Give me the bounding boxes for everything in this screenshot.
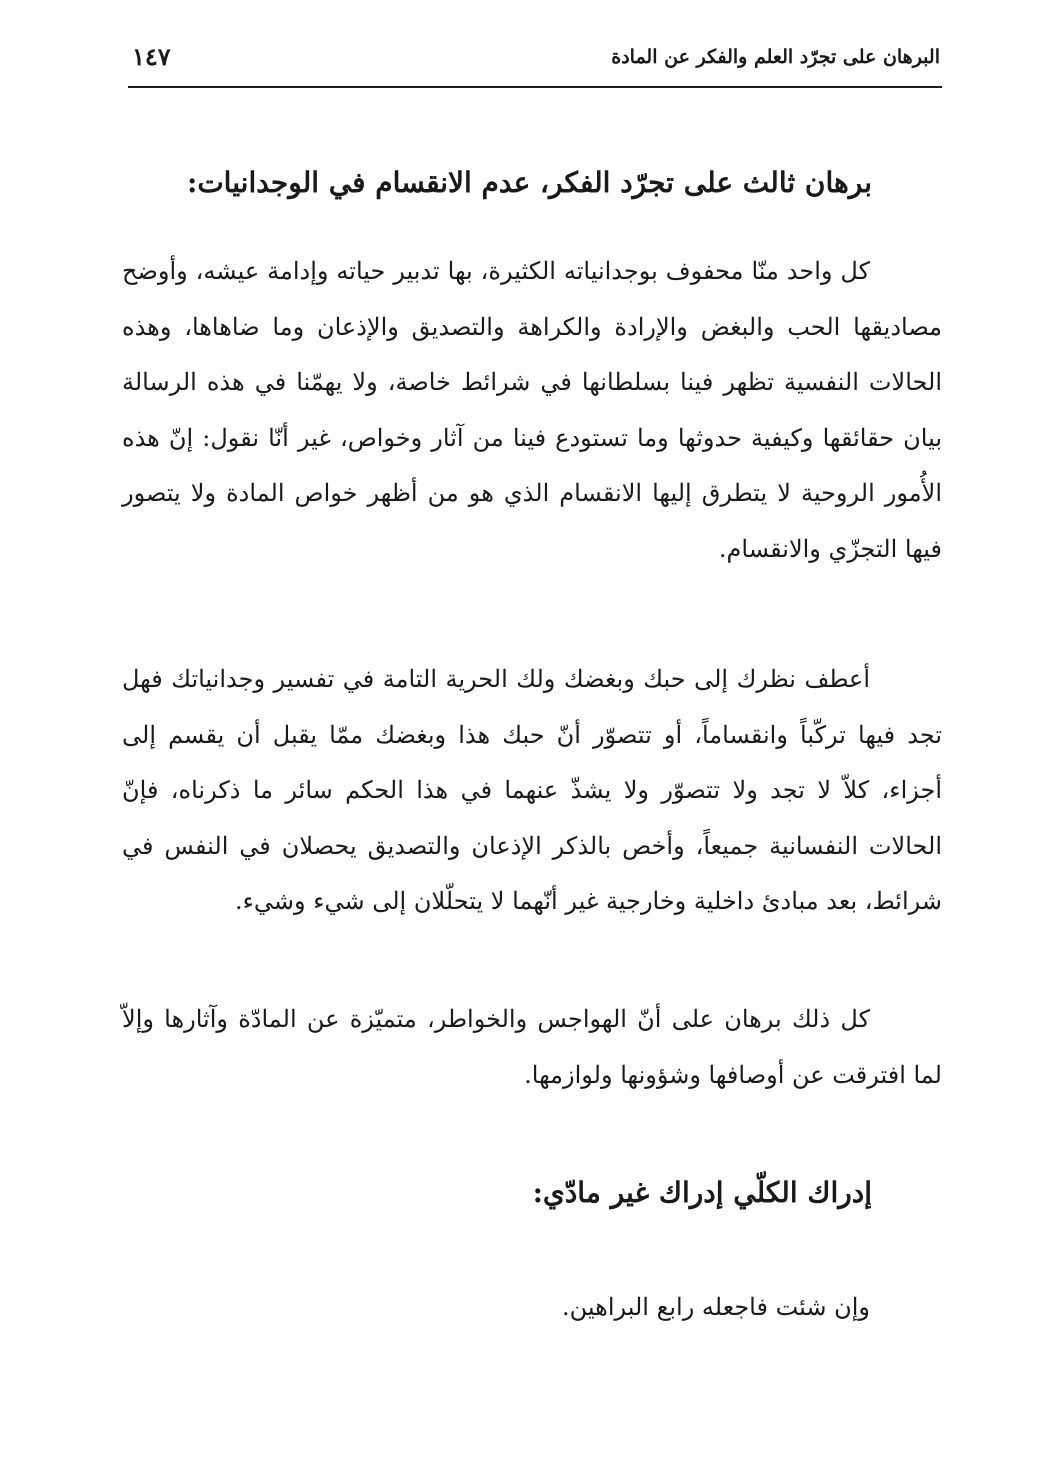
page-number: ١٤٧	[132, 42, 171, 71]
running-header-title: البرهان على تجرّد العلم والفكر عن المادة	[611, 46, 940, 68]
section-heading-third-proof: برهان ثالث على تجرّد الفكر، عدم الانقسام في الوجدانيات:	[186, 166, 872, 199]
paragraph-conclusion: كل ذلك برهان على أنّ الهواجس والخواطر، متميّزة عن المادّة وآثارها وإلاّ لما افترقت عن أوصافها وشؤونها ولوازمها.	[122, 1005, 942, 1089]
paragraph-love-hate-example: أعطف نظرك إلى حبك وبغضك ولك الحرية التامة في تفسير وجدانياتك فهل تجد فيها تركّباً وانقساماً، أو تتصوّر أنّ حبك هذا وبغضك ممّا يقبل أن يقسم إلى أجزاء، كلاّ لا تجد ولا تتصوّر ولا يشذّ عنهما في هذا الحكم سائر ما ذكرناه، فإنّ الحالات النفسانية جميعاً، وأخص بالذكر الإذعان والتصديق يحصلان في النفس في شرائط، بعد مبادئ داخلية وخارجية غير أنّهما لا يتحلّلان إلى شيء وشيء.	[122, 665, 943, 915]
section-heading-universal-perception: إدراك الكلّي إدراك غير مادّي:	[532, 1176, 872, 1209]
paragraph-emotions-intro: كل واحد منّا محفوف بوجدانياته الكثيرة، بها تدبير حياته وإدامة عيشه، وأوضح مصاديقها الحب والبغض والإرادة والكراهة والتصديق والإذعان وما ضاهاها، وهذه الحالات النفسية تظهر فينا بسلطانها في شرائط خاصة، ولا يهمّنا في هذه الرسالة بيان حقائقها وكيفية حدوثها وما تستودع فينا من آثار وخواص، غير أنّا نقول: إنّ هذه الأُمور الروحية لا يتطرق إليها الانقسام الذي هو من أظهر خواص المادة ولا يتصور فيها التجزّي والانقسام.	[122, 257, 942, 563]
running-header	[128, 40, 942, 88]
paragraph-fourth-proof-note: وإن شئت فاجعله رابع البراهين.	[562, 1293, 870, 1321]
